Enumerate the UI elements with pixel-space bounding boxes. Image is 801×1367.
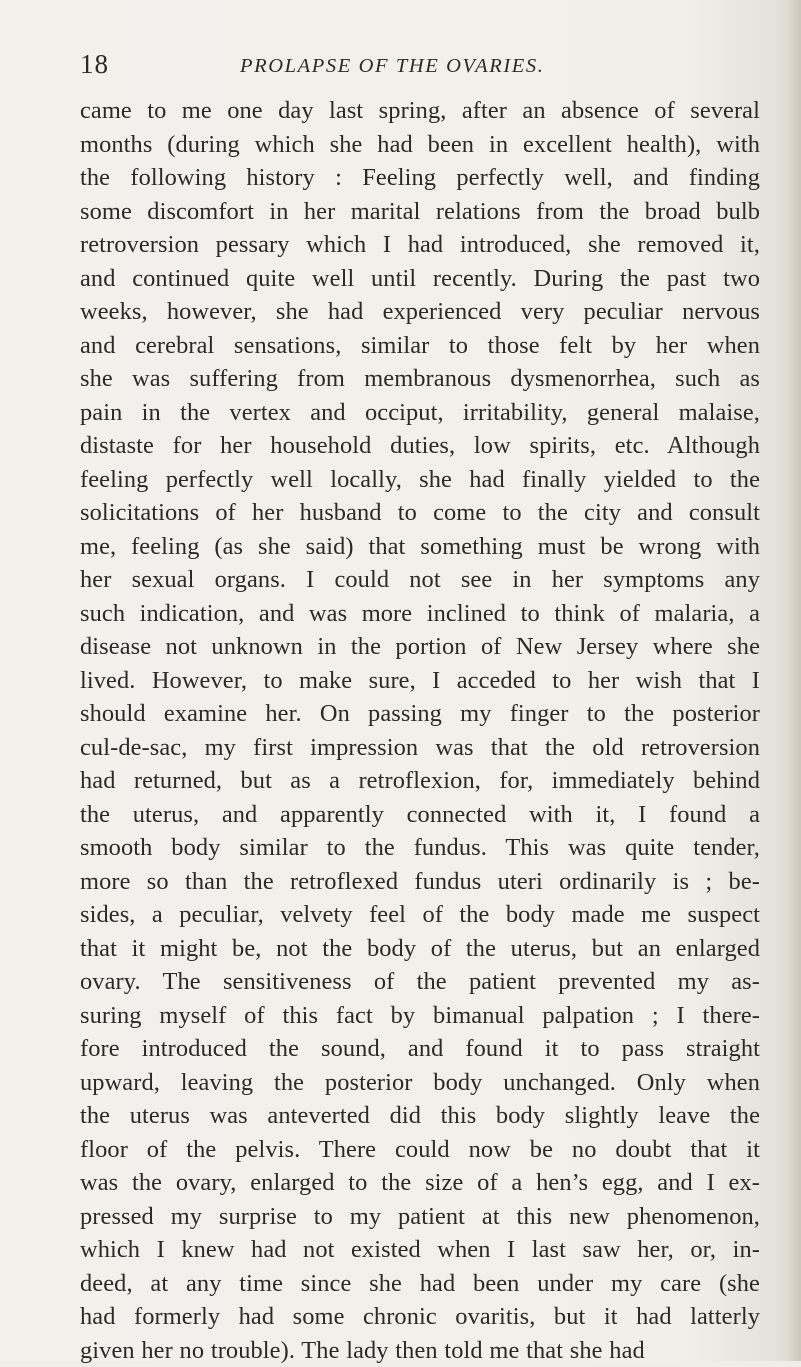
text-line: disease not unknown in the portion of New Jersey where she bbox=[80, 630, 760, 664]
page-number: 18 bbox=[80, 48, 109, 80]
text-line: the uterus was anteverted did this body slightly leave the bbox=[80, 1099, 760, 1133]
text-line: had formerly had some chronic ovaritis, but it had latterly bbox=[80, 1300, 760, 1334]
text-line: fore introduced the sound, and found it to pass straight bbox=[80, 1032, 760, 1066]
text-line: she was suffering from membranous dysmenorrhea, such as bbox=[80, 362, 760, 396]
running-title: PROLAPSE OF THE OVARIES. bbox=[240, 50, 544, 82]
text-line: was the ovary, enlarged to the size of a hen’s egg, and I ex- bbox=[80, 1166, 760, 1200]
text-line: months (during which she had been in excellent health), with bbox=[80, 128, 760, 162]
text-line: me, feeling (as she said) that something must be wrong with bbox=[80, 530, 760, 564]
text-line: which I knew had not existed when I last saw her, or, in- bbox=[80, 1233, 760, 1267]
text-line: given her no trouble). The lady then told me that she had bbox=[80, 1334, 760, 1367]
page-edge-shadow bbox=[787, 0, 801, 1361]
text-line: her sexual organs. I could not see in her symptoms any bbox=[80, 563, 760, 597]
text-line: pain in the vertex and occiput, irritability, general malaise, bbox=[80, 396, 760, 430]
text-line: more so than the retroflexed fundus uteri ordinarily is ; be- bbox=[80, 865, 760, 899]
text-line: retroversion pessary which I had introduced, she removed it, bbox=[80, 228, 760, 262]
text-line: such indication, and was more inclined to think of malaria, a bbox=[80, 597, 760, 631]
text-line: ovary. The sensitiveness of the patient prevented my as- bbox=[80, 965, 760, 999]
text-line: and cerebral sensations, similar to those felt by her when bbox=[80, 329, 760, 363]
text-line: smooth body similar to the fundus. This was quite tender, bbox=[80, 831, 760, 865]
text-line: upward, leaving the posterior body unchanged. Only when bbox=[80, 1066, 760, 1100]
text-line: solicitations of her husband to come to the city and consult bbox=[80, 496, 760, 530]
text-line: floor of the pelvis. There could now be no doubt that it bbox=[80, 1133, 760, 1167]
text-line: should examine her. On passing my finger to the posterior bbox=[80, 697, 760, 731]
text-line: sides, a peculiar, velvety feel of the body made me suspect bbox=[80, 898, 760, 932]
text-line: cul-de-sac, my first impression was that the old retroversion bbox=[80, 731, 760, 765]
body-text bbox=[80, 94, 760, 1367]
text-line: the uterus, and apparently connected with it, I found a bbox=[80, 798, 760, 832]
text-line: deed, at any time since she had been under my care (she bbox=[80, 1267, 760, 1301]
text-line: and continued quite well until recently. During the past two bbox=[80, 262, 760, 296]
text-line: lived. However, to make sure, I acceded to her wish that I bbox=[80, 664, 760, 698]
text-line: the following history : Feeling perfectly well, and finding bbox=[80, 161, 760, 195]
text-line: suring myself of this fact by bimanual palpation ; I there- bbox=[80, 999, 760, 1033]
text-line: feeling perfectly well locally, she had finally yielded to the bbox=[80, 463, 760, 497]
text-line: distaste for her household duties, low spirits, etc. Although bbox=[80, 429, 760, 463]
text-line: pressed my surprise to my patient at this new phenomenon, bbox=[80, 1200, 760, 1234]
text-line: some discomfort in her marital relations from the broad bulb bbox=[80, 195, 760, 229]
text-line: had returned, but as a retroflexion, for, immediately behind bbox=[80, 764, 760, 798]
running-head bbox=[80, 48, 760, 80]
text-line: came to me one day last spring, after an absence of several bbox=[80, 94, 760, 128]
text-line: that it might be, not the body of the uterus, but an enlarged bbox=[80, 932, 760, 966]
text-line: weeks, however, she had experienced very peculiar nervous bbox=[80, 295, 760, 329]
